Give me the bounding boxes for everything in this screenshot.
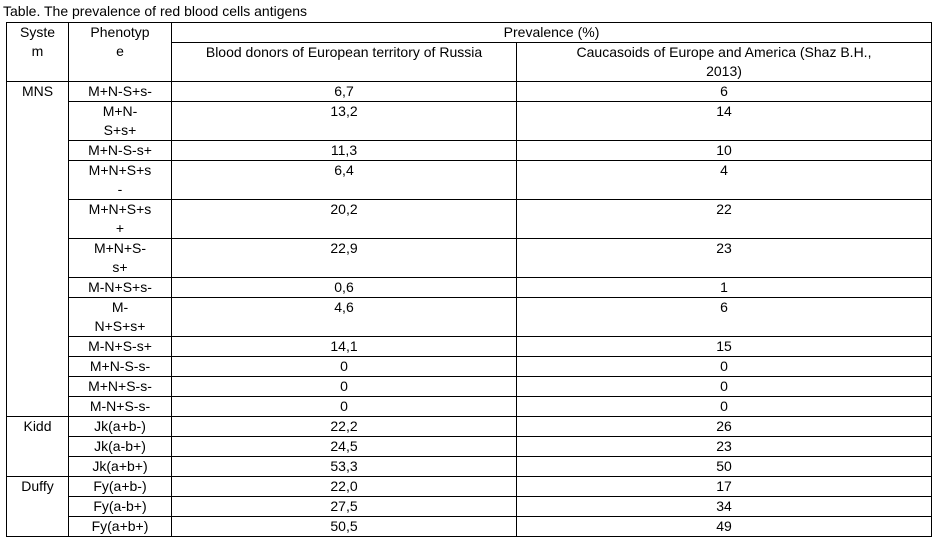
table-row xyxy=(7,161,932,200)
phenotype-cell xyxy=(69,161,172,200)
phenotype-line: - xyxy=(117,181,123,197)
table-row xyxy=(7,239,932,278)
table-row xyxy=(7,477,932,497)
phenotype-cell xyxy=(69,497,172,517)
table-caption: Table. The prevalence of red blood cells antigens xyxy=(3,3,308,19)
phenotype-cell xyxy=(69,337,172,357)
russia-value-cell: 27,5 xyxy=(172,497,517,517)
phenotype-line: Fy(a+b-) xyxy=(93,478,147,494)
phenotype-line: M+N-S-s- xyxy=(89,358,151,374)
header-caucasoids-line: 2013) xyxy=(706,63,742,79)
table-row xyxy=(7,357,932,377)
header-phenotype-line: Phenotyp xyxy=(90,24,150,40)
prevalence-table xyxy=(6,22,932,537)
table-row xyxy=(7,200,932,239)
phenotype-line: M-N+S+s- xyxy=(88,279,152,295)
phenotype-line: M- xyxy=(111,299,129,315)
phenotype-line: Jk(a+b+) xyxy=(92,458,148,474)
caucasoids-value-cell: 22 xyxy=(517,200,932,239)
phenotype-cell xyxy=(69,298,172,337)
table-row xyxy=(7,337,932,357)
russia-value-cell: 20,2 xyxy=(172,200,517,239)
phenotype-cell xyxy=(69,357,172,377)
table-row xyxy=(7,397,932,417)
phenotype-cell xyxy=(69,377,172,397)
russia-value-cell: 4,6 xyxy=(172,298,517,337)
russia-value-cell: 53,3 xyxy=(172,457,517,477)
table-row xyxy=(7,417,932,437)
russia-value-cell: 6,4 xyxy=(172,161,517,200)
table-row xyxy=(7,278,932,298)
phenotype-cell xyxy=(69,477,172,497)
header-prevalence: Prevalence (%) xyxy=(172,23,932,43)
system-cell: Kidd xyxy=(7,417,69,477)
table-row xyxy=(7,497,932,517)
table-body xyxy=(7,82,932,537)
phenotype-line: N+S+s+ xyxy=(94,318,146,334)
header-phenotype-line: e xyxy=(116,43,124,59)
table-row xyxy=(7,437,932,457)
russia-value-cell: 0 xyxy=(172,397,517,417)
russia-value-cell: 14,1 xyxy=(172,337,517,357)
table-row xyxy=(7,298,932,337)
caucasoids-value-cell: 10 xyxy=(517,141,932,161)
russia-value-cell: 0,6 xyxy=(172,278,517,298)
phenotype-line: + xyxy=(115,220,125,236)
phenotype-line: Fy(a+b+) xyxy=(91,518,149,534)
phenotype-line: Jk(a-b+) xyxy=(94,438,146,454)
phenotype-line: M-N+S-s+ xyxy=(88,338,152,354)
russia-value-cell: 6,7 xyxy=(172,82,517,102)
russia-value-cell: 22,2 xyxy=(172,417,517,437)
system-cell: Duffy xyxy=(7,477,69,537)
table-row xyxy=(7,457,932,477)
caucasoids-value-cell: 4 xyxy=(517,161,932,200)
russia-value-cell: 0 xyxy=(172,357,517,377)
table-row xyxy=(7,517,932,537)
header-caucasoids xyxy=(517,43,932,82)
phenotype-line: S+s+ xyxy=(103,122,137,138)
russia-value-cell: 50,5 xyxy=(172,517,517,537)
header-system xyxy=(7,23,69,82)
phenotype-line: M+N-S-s+ xyxy=(88,142,152,158)
phenotype-cell xyxy=(69,397,172,417)
caucasoids-value-cell: 23 xyxy=(517,239,932,278)
table-row xyxy=(7,102,932,141)
russia-value-cell: 11,3 xyxy=(172,141,517,161)
russia-value-cell: 22,0 xyxy=(172,477,517,497)
caucasoids-value-cell: 50 xyxy=(517,457,932,477)
phenotype-line: M+N-S+s- xyxy=(88,83,152,99)
caucasoids-value-cell: 1 xyxy=(517,278,932,298)
phenotype-line: M-N+S-s- xyxy=(89,398,151,414)
system-cell: MNS xyxy=(7,82,69,417)
phenotype-line: Fy(a-b+) xyxy=(93,498,147,514)
phenotype-cell xyxy=(69,517,172,537)
russia-value-cell: 22,9 xyxy=(172,239,517,278)
phenotype-cell xyxy=(69,82,172,102)
phenotype-line: s+ xyxy=(112,259,128,275)
phenotype-line: M+N- xyxy=(102,103,138,119)
phenotype-line: M+N+S-s- xyxy=(88,378,152,394)
phenotype-cell xyxy=(69,141,172,161)
phenotype-line: Jk(a+b-) xyxy=(94,418,146,434)
table-row xyxy=(7,82,932,102)
caucasoids-value-cell: 15 xyxy=(517,337,932,357)
russia-value-cell: 0 xyxy=(172,377,517,397)
caucasoids-value-cell: 14 xyxy=(517,102,932,141)
caucasoids-value-cell: 0 xyxy=(517,397,932,417)
header-row-1 xyxy=(7,23,932,43)
caucasoids-value-cell: 0 xyxy=(517,377,932,397)
caucasoids-value-cell: 26 xyxy=(517,417,932,437)
table-row xyxy=(7,141,932,161)
phenotype-cell xyxy=(69,417,172,437)
phenotype-cell xyxy=(69,239,172,278)
header-system-line: m xyxy=(31,43,44,59)
caucasoids-value-cell: 0 xyxy=(517,357,932,377)
caucasoids-value-cell: 23 xyxy=(517,437,932,457)
russia-value-cell: 24,5 xyxy=(172,437,517,457)
phenotype-cell xyxy=(69,102,172,141)
caucasoids-value-cell: 34 xyxy=(517,497,932,517)
phenotype-cell xyxy=(69,278,172,298)
header-system-line: Syste xyxy=(19,24,55,40)
caucasoids-value-cell: 6 xyxy=(517,298,932,337)
phenotype-line: M+N+S+s xyxy=(88,162,152,178)
phenotype-line: M+N+S- xyxy=(93,240,147,256)
phenotype-cell xyxy=(69,200,172,239)
russia-value-cell: 13,2 xyxy=(172,102,517,141)
phenotype-cell xyxy=(69,457,172,477)
header-russia: Blood donors of European territory of Russia xyxy=(172,43,517,82)
caucasoids-value-cell: 17 xyxy=(517,477,932,497)
caucasoids-value-cell: 49 xyxy=(517,517,932,537)
header-caucasoids-line: Caucasoids of Europe and America (Shaz B.H., xyxy=(576,44,872,60)
phenotype-line: M+N+S+s xyxy=(88,201,152,217)
table-row xyxy=(7,377,932,397)
header-phenotype xyxy=(69,23,172,82)
caucasoids-value-cell: 6 xyxy=(517,82,932,102)
phenotype-cell xyxy=(69,437,172,457)
